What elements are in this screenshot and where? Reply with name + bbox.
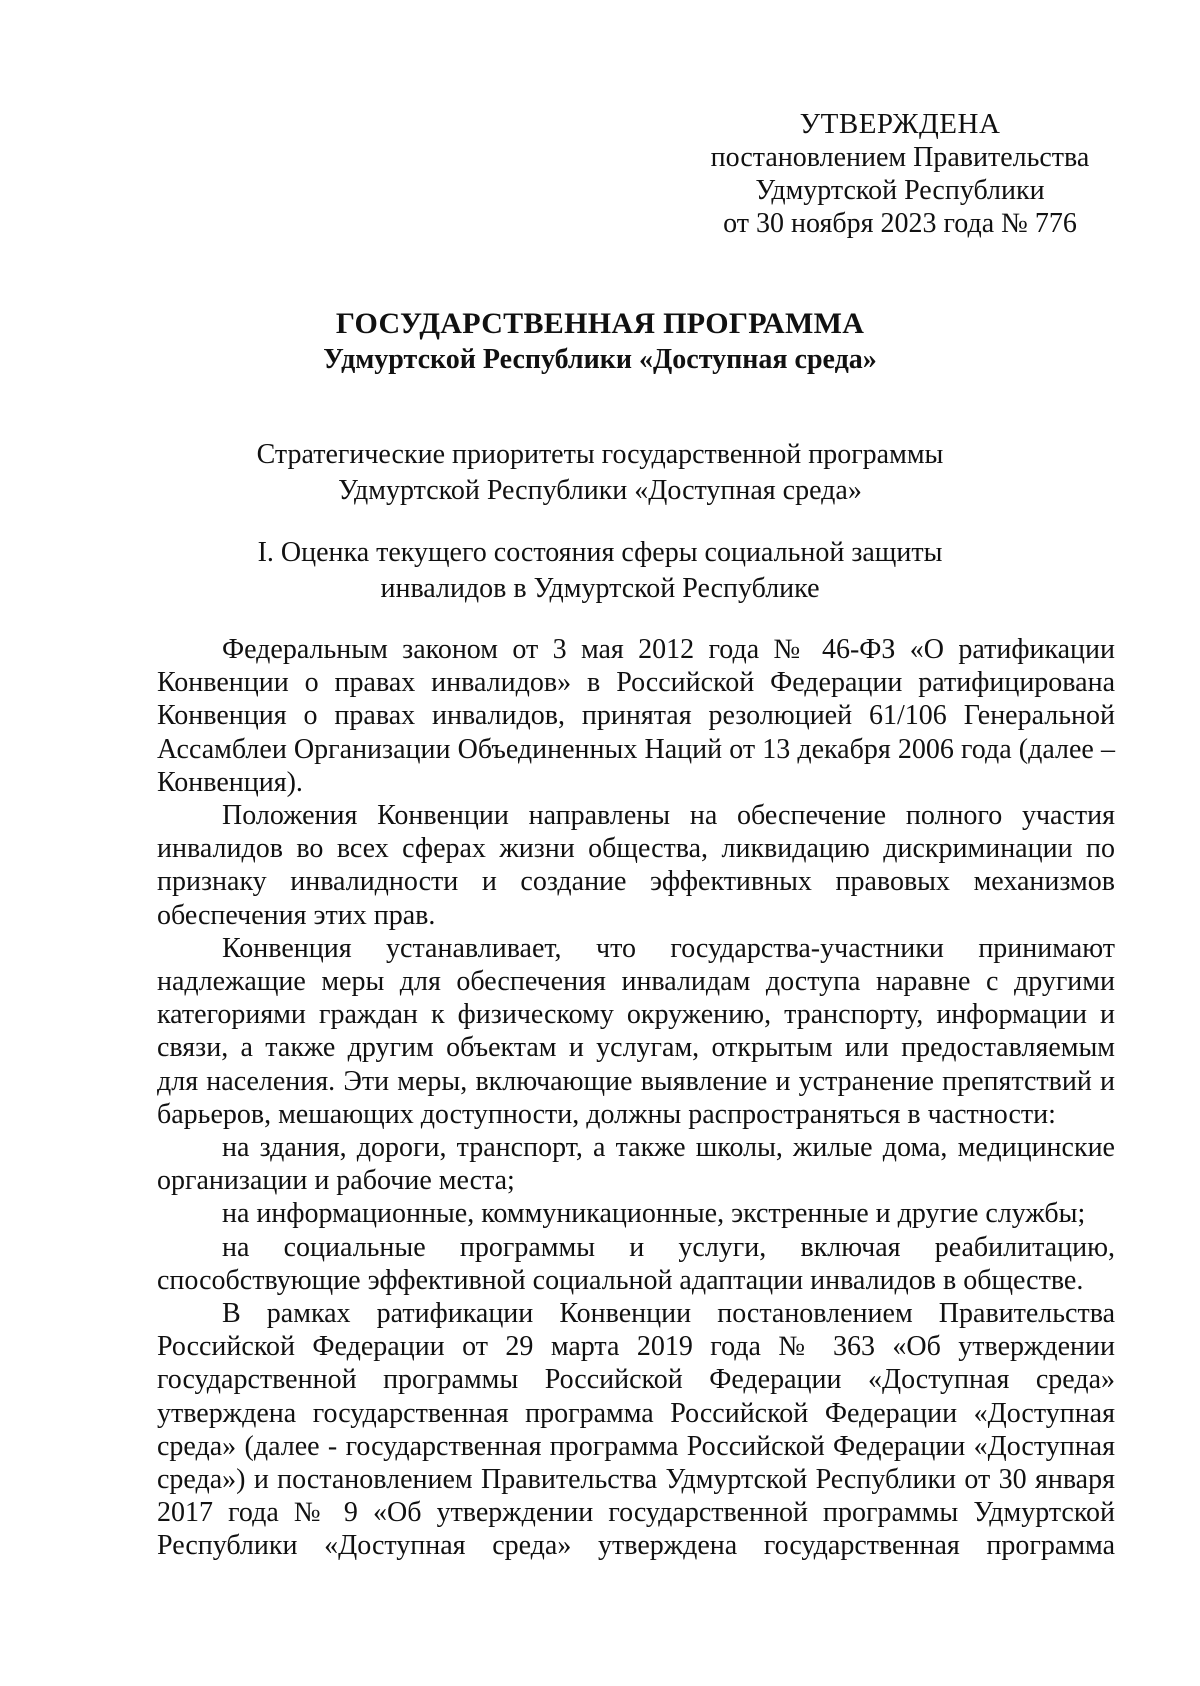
paragraph-5: на информационные, коммуникационные, экстренные и другие службы; <box>222 1198 1086 1230</box>
approval-line-1: постановлением Правительства <box>710 142 1090 173</box>
chapter-heading-line-2: инвалидов в Удмуртской Республике <box>380 573 820 604</box>
approval-block <box>700 108 1100 240</box>
strategic-heading-line-1: Стратегические приоритеты государственной программы <box>256 439 944 470</box>
approval-line-2: Удмуртской Республики <box>755 175 1045 206</box>
paragraph-6: на социальные программы и услуги, включая реабилитацию, способствующие эффективной социальной адаптации инвалидов в обществе. <box>157 1231 1115 1296</box>
paragraph-2: Положения Конвенции направлены на обеспечение полного участия инвалидов во всех сферах жизни общества, ликвидацию дискриминации по признаку инвалидности и создание эффективных правовых механизмов обеспечения этих прав. <box>157 800 1115 931</box>
program-subtitle: Удмуртской Республики «Доступная среда» <box>323 344 877 375</box>
strategic-heading-line-2: Удмуртской Республики «Доступная среда» <box>338 475 862 506</box>
paragraph-7: В рамках ратификации Конвенции постановлением Правительства Российской Федерации от 29 марта 2019 года № 363 «Об утверждении государственной программы Российской Федерации «Доступная среда» утверждена государственная программа Российской Федерации «Доступная среда» (далее - государственная программа Российской Федерации «Доступная среда») и постановлением Правительства Удмуртской Республики от 30 января 2017 года № 9 «Об утверждении государственной программы Удмуртской Республики «Доступная среда» утверждена государственная программа <box>157 1298 1115 1562</box>
paragraph-4: на здания, дороги, транспорт, а также школы, жилые дома, медицинские организации и рабочие места; <box>157 1132 1115 1197</box>
approval-title: УТВЕРЖДЕНА <box>799 108 1001 140</box>
paragraph-3: Конвенция устанавливает, что государства-участники принимают надлежащие меры для обеспечения инвалидам доступа наравне с другими категориями граждан к физическому окружению, транспорту, информации и связи, а также другим объектам и услугам, открытым или предоставляемым для населения. Эти меры, включающие выявление и устранение препятствий и барьеров, мешающих доступности, должны распространяться в частности: <box>157 932 1115 1130</box>
paragraph-1: Федеральным законом от 3 мая 2012 года № 46-ФЗ «О ратификации Конвенции о правах инвалидов» в Российской Федерации ратифицирована Конвенция о правах инвалидов, принятая резолюцией 61/106 Генеральной Ассамблеи Организации Объединенных Наций от 13 декабря 2006 года (далее – Конвенция). <box>157 634 1115 798</box>
chapter-heading-line-1: I. Оценка текущего состояния сферы социальной защиты <box>257 537 943 568</box>
program-title: ГОСУДАРСТВЕННАЯ ПРОГРАММА <box>335 307 865 340</box>
strategic-priorities-heading <box>100 437 1100 509</box>
body-text <box>157 633 1115 1563</box>
chapter-heading <box>100 535 1100 607</box>
program-title-block <box>150 306 1050 378</box>
approval-line-3: от 30 ноября 2023 года № 776 <box>723 208 1077 239</box>
